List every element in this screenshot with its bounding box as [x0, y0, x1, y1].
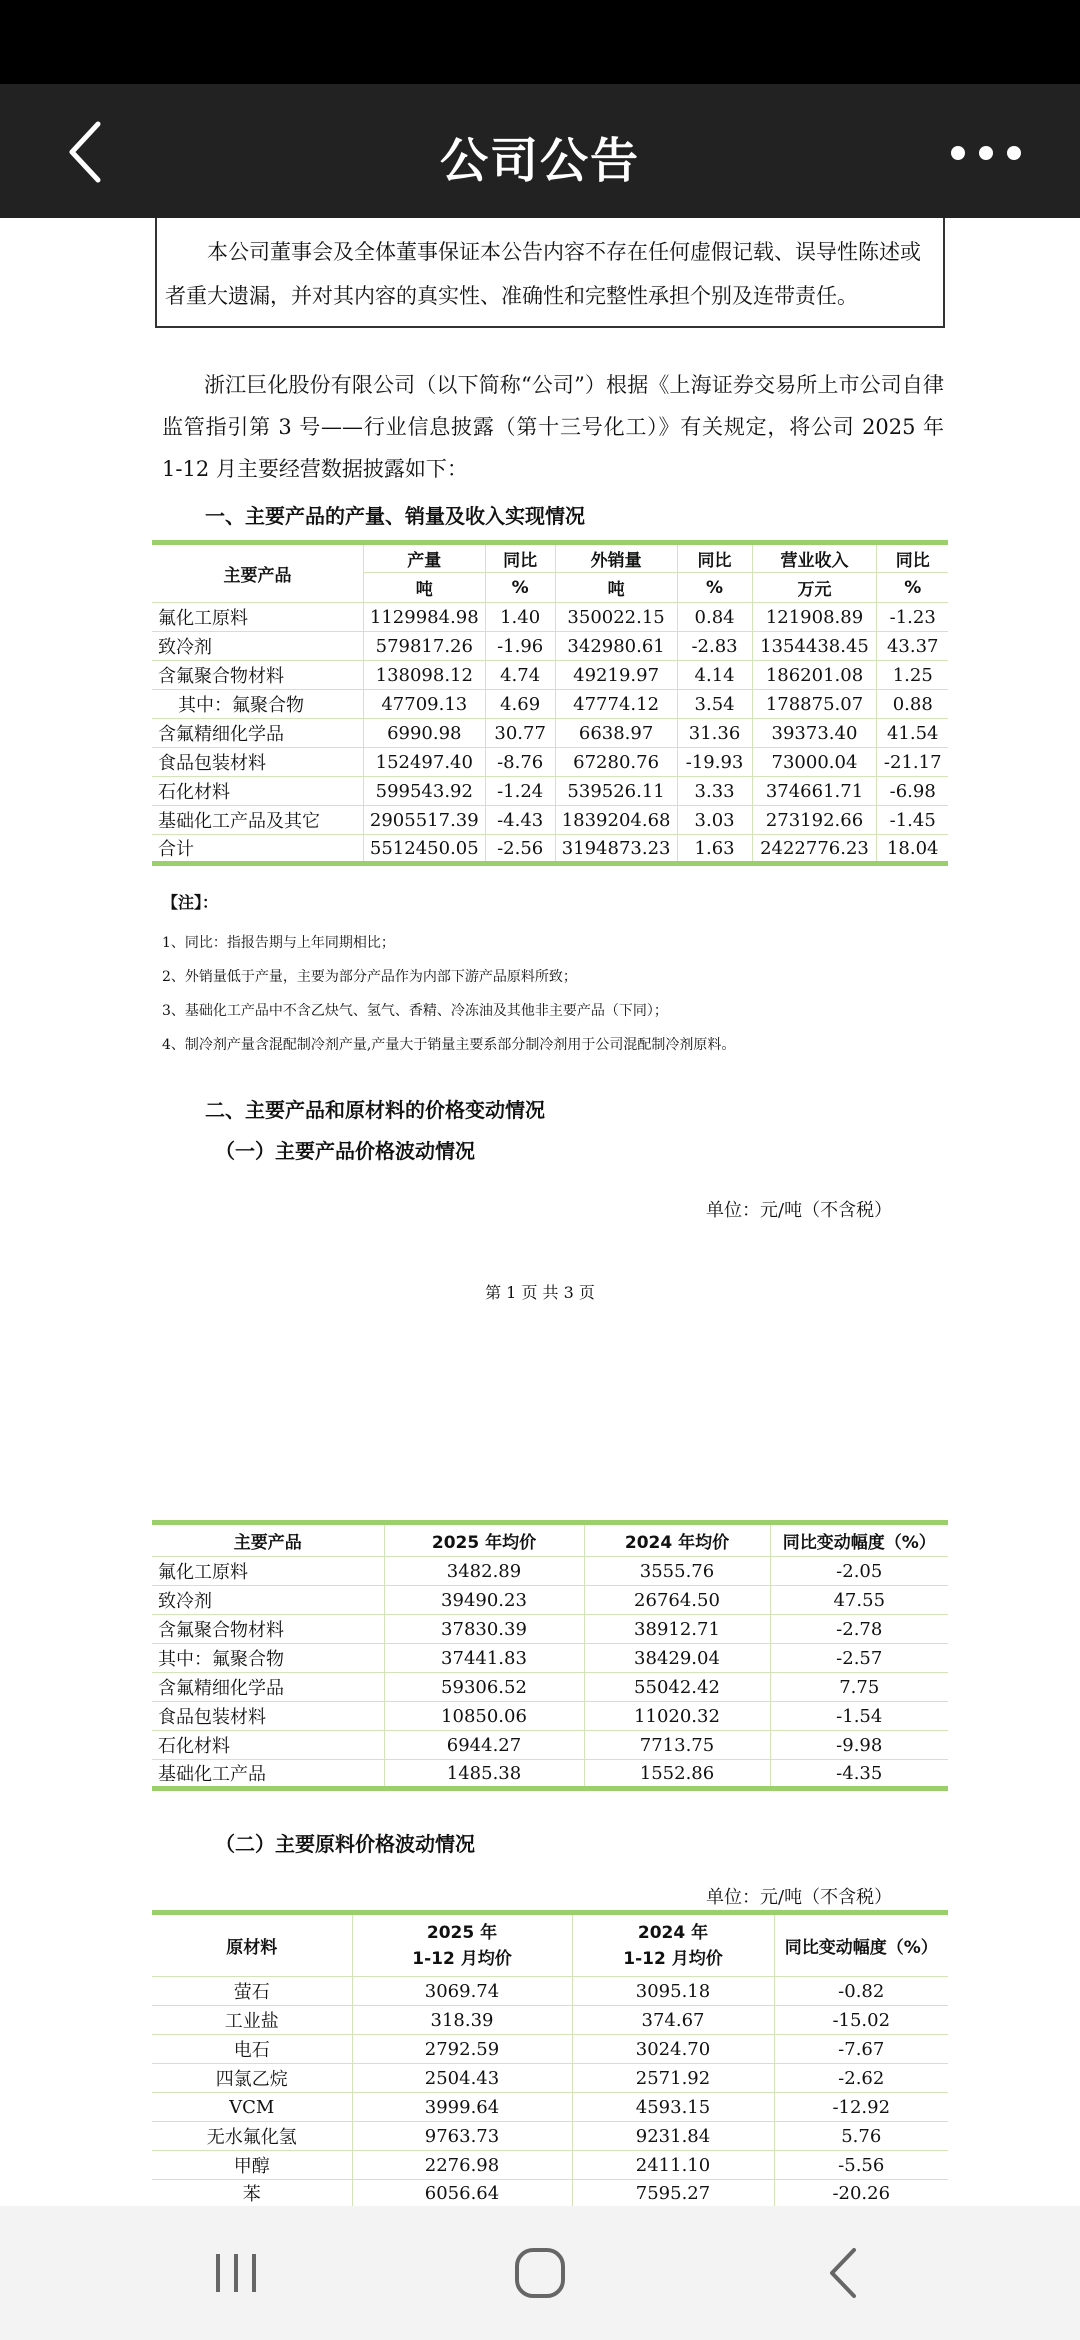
table-row: 基础化工产品及其它 2905517.39 -4.43 1839204.68 3.03 273192.66 -1.45 [152, 806, 948, 835]
table-row: 含氟精细化学品 59306.52 55042.42 7.75 [152, 1673, 948, 1702]
section1-title: 一、主要产品的产量、销量及收入实现情况 [205, 504, 585, 528]
table-row: 氟化工原料 3482.89 3555.76 -2.05 [152, 1557, 948, 1586]
more-dots-icon [951, 146, 965, 160]
table-row: 氟化工原料 1129984.98 1.40 350022.15 0.84 121908.89 -1.23 [152, 603, 948, 632]
table-row: 致冷剂 39490.23 26764.50 47.55 [152, 1586, 948, 1615]
table-row: 基础化工产品 1485.38 1552.86 -4.35 [152, 1760, 948, 1789]
note-item: 4、制冷剂产量含混配制冷剂产量,产量大于销量主要系部分制冷剂用于公司混配制冷剂原料。 [162, 1037, 736, 1053]
section2-sub2: （二）主要原料价格波动情况 [215, 1832, 475, 1856]
nav-back-button[interactable] [804, 2236, 884, 2310]
page-title: 公司公告 [439, 133, 640, 189]
notice-text: 本公司董事会及全体董事保证本公告内容不存在任何虚假记载、误导性陈述或者重大遗漏，并对其内容的真实性、准确性和完整性承担个别及连带责任。 [165, 240, 921, 308]
unit-label-2: 单位：元/吨（不含税） [706, 1887, 893, 1908]
table-row: 致冷剂 579817.26 -1.96 342980.61 -2.83 1354438.45 43.37 [152, 632, 948, 661]
note-item: 1、同比：指报告期与上年同期相比； [162, 935, 395, 951]
table-row: 无水氟化氢 9763.73 9231.84 5.76 [152, 2122, 948, 2151]
product-price-table [152, 1520, 948, 1791]
raw-material-price-table [152, 1910, 948, 2206]
app-header [0, 84, 1080, 218]
recent-apps-button[interactable] [196, 2236, 276, 2310]
system-nav-bar [0, 2206, 1080, 2340]
table-row: 食品包装材料 10850.06 11020.32 -1.54 [152, 1702, 948, 1731]
table-header-row: 主要产品 产量 同比 外销量 同比 营业收入 同比 [152, 543, 948, 573]
table-row: 萤石 3069.74 3095.18 -0.82 [152, 1977, 948, 2006]
note-item: 2、外销量低于产量，主要为部分产品作为内部下游产品原料所致； [162, 969, 577, 985]
nav-back-icon [804, 2236, 884, 2310]
page-number: 第 1 页 共 3 页 [485, 1283, 595, 1302]
table-row: 四氯乙烷 2504.43 2571.92 -2.62 [152, 2064, 948, 2093]
table-row: 电石 2792.59 3024.70 -7.67 [152, 2035, 948, 2064]
table-row: 食品包装材料 152497.40 -8.76 67280.76 -19.93 73000.04 -21.17 [152, 748, 948, 777]
table-row: 其中：氟聚合物 47709.13 4.69 47774.12 3.54 178875.07 0.88 [152, 690, 948, 719]
unit-label: 单位：元/吨（不含税） [706, 1200, 893, 1221]
table-row: 石化材料 599543.92 -1.24 539526.11 3.33 374661.71 -6.98 [152, 777, 948, 806]
more-button[interactable] [936, 128, 1036, 178]
note-item: 3、基础化工产品中不含乙炔气、氢气、香精、冷冻油及其他非主要产品（下同）； [162, 1003, 668, 1019]
document-viewer[interactable] [0, 218, 1080, 2206]
table-header-row: 原材料 2025 年 1-12 月均价 2024 年 1-12 月均价 同比变动幅度（%） [152, 1913, 948, 1977]
table-row: 苯 6056.64 7595.27 -20.26 [152, 2180, 948, 2207]
table-row: 含氟聚合物材料 138098.12 4.74 49219.97 4.14 186201.08 1.25 [152, 661, 948, 690]
table-row: 工业盐 318.39 374.67 -15.02 [152, 2006, 948, 2035]
table-row: 含氟精细化学品 6990.98 30.77 6638.97 31.36 39373.40 41.54 [152, 719, 948, 748]
table-row: 其中：氟聚合物 37441.83 38429.04 -2.57 [152, 1644, 948, 1673]
notice-box [155, 218, 945, 328]
production-sales-table [152, 540, 948, 866]
table-row: 石化材料 6944.27 7713.75 -9.98 [152, 1731, 948, 1760]
home-button[interactable] [500, 2236, 580, 2310]
home-icon [500, 2236, 580, 2310]
table-row: 含氟聚合物材料 37830.39 38912.71 -2.78 [152, 1615, 948, 1644]
section2-sub1: （一）主要产品价格波动情况 [215, 1139, 475, 1163]
table-row: 合计 5512450.05 -2.56 3194873.23 1.63 2422776.23 18.04 [152, 835, 948, 864]
table-unit-row: 吨 % 吨 % 万元 % [152, 573, 948, 603]
status-bar [0, 0, 1080, 84]
intro-paragraph: 浙江巨化股份有限公司（以下简称“公司”）根据《上海证券交易所上市公司自律监管指引第 3 号——行业信息披露（第十三号化工）》有关规定，将公司 2025 年 1-12 月主要经营数据披露如下： [162, 373, 944, 481]
table-row: VCM 3999.64 4593.15 -12.92 [152, 2093, 948, 2122]
section2-title: 二、主要产品和原材料的价格变动情况 [205, 1098, 545, 1122]
table-row: 甲醇 2276.98 2411.10 -5.56 [152, 2151, 948, 2180]
notes: 【注】： 1、同比：指报告期与上年同期相比； 2、外销量低于产量，主要为部分产品作为内部下游产品原料所致； 3、基础化工产品中不含乙炔气、氢气、香精、冷冻油及其他非主要产品（下同）； 4、制冷剂产量含混配制冷剂产量,产量大于销量主要系部分制冷剂用于公司混配制冷剂原料。 [162, 886, 962, 1062]
recent-apps-icon [196, 2236, 276, 2310]
table-header-row: 主要产品 2025 年均价 2024 年均价 同比变动幅度（%） [152, 1523, 948, 1557]
